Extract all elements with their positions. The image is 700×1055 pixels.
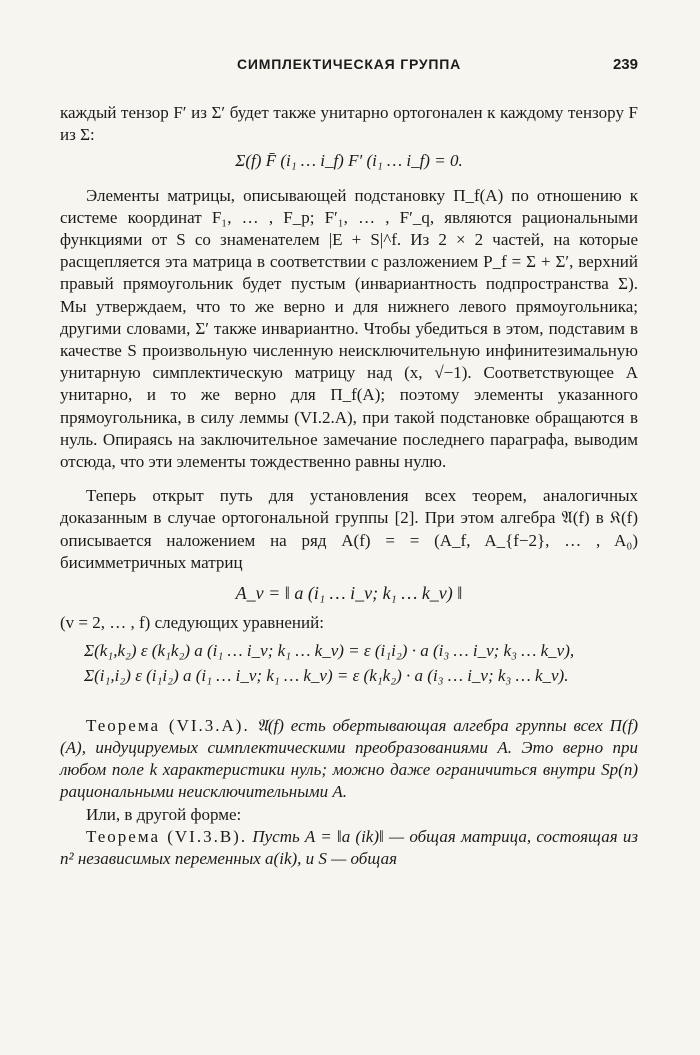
running-title: СИМПЛЕКТИЧЕСКАЯ ГРУППА <box>236 56 462 72</box>
equation-first: Σ(k₁,k₂) ε (k₁k₂) a (i₁ … i_v; k₁ … k_v) = ε (i₁i₂) · a (i₃ … i_v; k₃ … k_v), <box>84 641 575 661</box>
theorem-vi3a-text: 𝔄(f) есть обертывающая алгебра группы всех Π(f)(A), индуцируемых симплектическими преобразованиями A. Это верно при любом поле k характеристики нуль; можно даже ограничиться внутри Sp(n) рациональными неисключительными A. <box>60 715 639 802</box>
theorem-vi3a-label: Теорема (VI.3.A). <box>86 715 250 735</box>
page-header <box>60 56 638 76</box>
equation-second: Σ(i₁,i₂) ε (i₁i₂) a (i₁ … i_v; k₁ … k_v) = ε (k₁k₂) · a (i₃ … i_v; k₃ … k_v). <box>84 665 569 685</box>
page-number: 239 <box>612 56 638 73</box>
paragraph-matrix-elements: Элементы матрицы, описывающей подстановку Π_f(A) по отношению к системе координат F₁, … , F_p; F′₁, … , F′_q, являются рациональными функциями от S со знаменателем |E + S|^f. Из 2 × 2 частей, на которые расщепляется эта матрица в соответствии с разложением P_f = Σ + Σ′, верхний правый прямоугольник будет пустым (инвариантность подпространства Σ). Мы утверждаем, что то же верно и для нижнего левого прямоугольника; другими словами, Σ′ также инвариантно. Чтобы убедиться в этом, подставим в качестве S произвольную численную неисключительную инфинитезимальную унитарную симплектическую матрицу над (x, √−1). Соответствующее A унитарно, и то же верно для Π_f(A); поэтому элементы указанного прямоугольника, в силу леммы (VI.2.A), при такой подстановке обращаются в нуль. Опираясь на заключительное замечание последнего параграфа, выводим отсюда, что эти элементы тождественно равны нулю. <box>60 185 638 472</box>
paragraph-other-form: Или, в другой форме: <box>86 804 242 824</box>
formula-bisymmetric-matrix: A_v = ‖ a (i₁ … i_v; k₁ … k_v) ‖ <box>235 583 463 604</box>
paragraph-equations-intro: (v = 2, … , f) следующих уравнений: <box>60 613 324 633</box>
theorem-vi3a <box>60 715 638 804</box>
theorem-vi3b-label: Теорема (VI.3.B). <box>86 826 248 846</box>
equation-system <box>60 640 638 686</box>
theorem-vi3b-text: Пусть A = ‖a (ik)‖ — общая матрица, состоящая из n² независимых переменных a(ik), и S — общая <box>60 826 638 869</box>
paragraph-theorems-path: Теперь открыт путь для установления всех теорем, аналогичных доказанным в случае ортогональной группы [2]. При этом алгебра 𝔄(f) в 𝔎(f) описывается наложением на ряд A(f) = = (A_f, A_{f−2}, … , A₀) бисимметричных матриц <box>60 486 638 572</box>
theorem-vi3b <box>60 826 638 870</box>
page-body <box>60 102 638 870</box>
formula-orthogonality: Σ(f) F̄ (i₁ … i_f) F′ (i₁ … i_f) = 0. <box>235 151 463 171</box>
paragraph-continuation: каждый тензор F′ из Σ′ будет также унитарно ортогонален к каждому тензору F из Σ: <box>60 103 638 145</box>
